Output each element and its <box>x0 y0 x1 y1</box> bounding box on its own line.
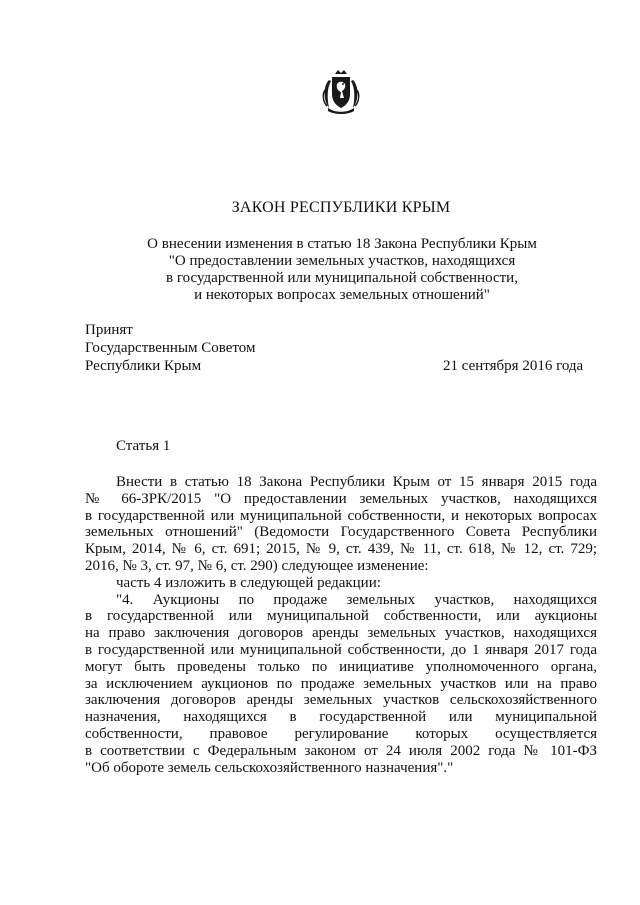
body-line: на право заключения договоров аренды земельных участков, находящихся <box>85 625 597 642</box>
subtitle-line: и некоторых вопросах земельных отношений" <box>194 287 490 303</box>
body-line: собственности, правовое регулирование которых осуществляется <box>85 725 597 742</box>
subtitle-line: О внесении изменения в статью 18 Закона Республики Крым <box>147 236 537 252</box>
body-line: в государственной или муниципальной собственности, или аукционы <box>85 608 597 625</box>
adoption-line: Государственным Советом <box>85 340 256 356</box>
body-line: земельных отношений" (Ведомости Государственного Совета Республики <box>85 524 597 541</box>
body-line: в государственной или муниципальной собственности, и некоторых вопросах <box>85 507 597 524</box>
body-line: в соответствии с Федеральным законом от 24 июля 2002 года № 101-ФЗ <box>85 742 597 759</box>
adoption-block <box>85 321 335 375</box>
subtitle-line: "О предоставлении земельных участков, находящихся <box>168 253 516 269</box>
body-line: назначения, находящихся в государственной или муниципальной <box>85 709 597 726</box>
article-heading: Статья 1 <box>116 438 171 454</box>
body-line: заключения договоров аренды земельных участков сельскохозяйственного <box>85 692 597 709</box>
subtitle-line: в государственной или муниципальной собственности, <box>166 270 518 286</box>
adoption-line: Республики Крым <box>85 358 202 374</box>
article-body <box>85 474 597 776</box>
body-line: Внести в статью 18 Закона Республики Крым от 15 января 2015 года <box>116 474 597 490</box>
crimea-coat-of-arms-icon <box>321 68 361 116</box>
document-subtitle <box>132 236 552 304</box>
body-line: № 66-ЗРК/2015 "О предоставлении земельных участков, находящихся <box>85 490 597 507</box>
body-line: в государственной или муниципальной собственности, до 1 января 2017 года <box>85 641 597 658</box>
body-line: за исключением аукционов по продаже земельных участков или на право <box>85 675 597 692</box>
body-line: "4. Аукционы по продаже земельных участков, находящихся <box>116 591 597 608</box>
body-line: "Об обороте земель сельскохозяйственного назначения"." <box>85 759 454 776</box>
adoption-line: Принят <box>85 322 133 338</box>
body-line: могут быть проведены только по инициативе уполномоченного органа, <box>85 658 597 675</box>
body-line: 2016, № 3, ст. 97, № 6, ст. 290) следующее изменение: <box>85 557 429 574</box>
body-line: Крым, 2014, № 6, ст. 691; 2015, № 9, ст. 439, № 11, ст. 618, № 12, ст. 729; <box>85 541 597 558</box>
document-title: ЗАКОН РЕСПУБЛИКИ КРЫМ <box>231 199 451 216</box>
body-line: часть 4 изложить в следующей редакции: <box>116 574 381 591</box>
adoption-date: 21 сентября 2016 года <box>443 358 584 374</box>
